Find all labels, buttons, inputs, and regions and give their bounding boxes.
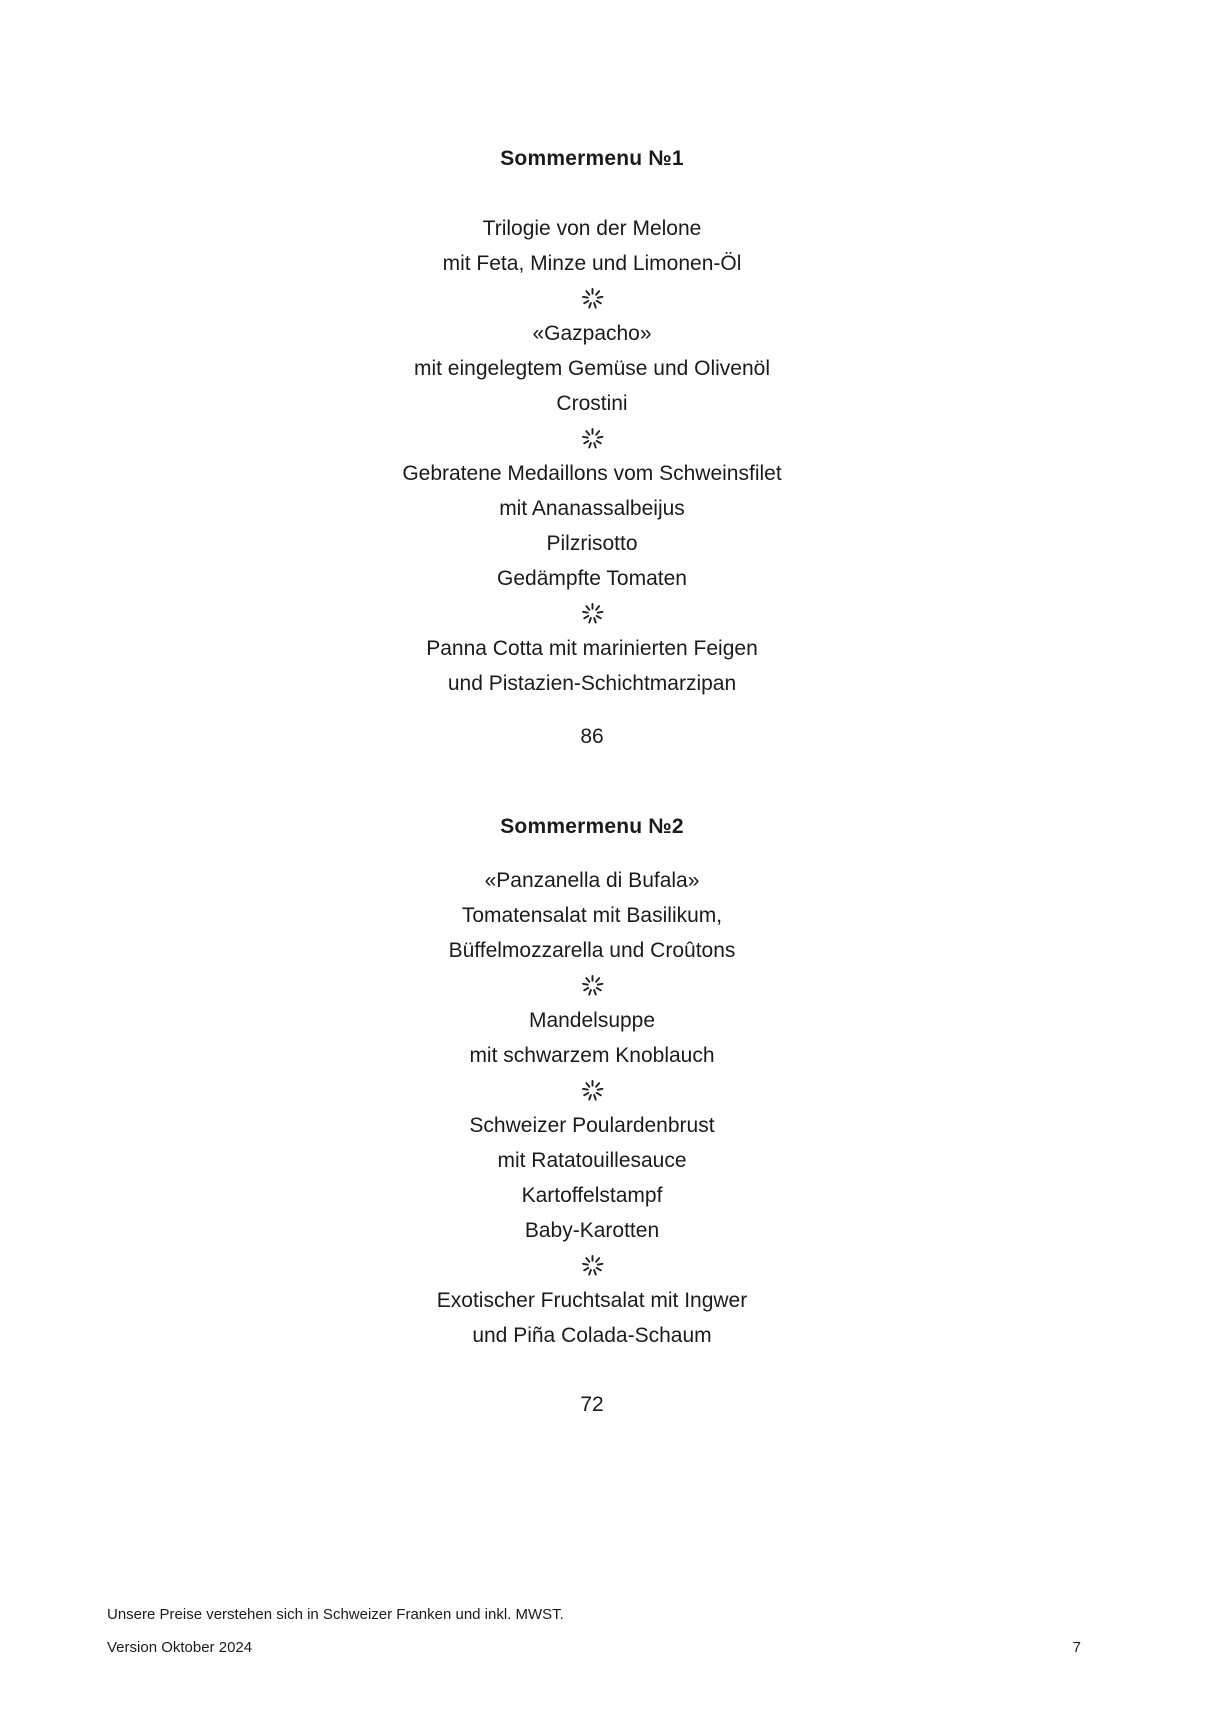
- spark-divider-icon: [581, 1079, 604, 1102]
- course-line: mit schwarzem Knoblauch: [469, 1044, 715, 1067]
- menu-price: 86: [580, 725, 604, 748]
- course-line: Crostini: [556, 392, 628, 415]
- course-main: [96, 456, 1088, 596]
- course-starter: [96, 863, 1088, 968]
- course-line: Schweizer Poulardenbrust: [469, 1114, 715, 1137]
- course-soup: [96, 316, 1088, 421]
- menu-title: Sommermenu №2: [500, 815, 684, 838]
- course-line: «Gazpacho»: [532, 322, 652, 345]
- course-line: Gebratene Medaillons vom Schweinsfilet: [402, 462, 782, 485]
- course-divider: [96, 1073, 1088, 1108]
- spark-divider-icon: [581, 974, 604, 997]
- course-divider: [96, 421, 1088, 456]
- course-line: mit Feta, Minze und Limonen-Öl: [442, 252, 742, 275]
- course-line: Trilogie von der Melone: [482, 217, 702, 240]
- menu-price: 72: [580, 1393, 604, 1416]
- course-divider: [96, 281, 1088, 316]
- spacer: [96, 176, 1088, 211]
- course-dessert: [96, 1283, 1088, 1353]
- menu-section-2: [96, 809, 1088, 1422]
- course-line: Exotischer Fruchtsalat mit Ingwer: [436, 1289, 748, 1312]
- course-line: mit Ratatouillesauce: [497, 1149, 687, 1172]
- course-divider: [96, 968, 1088, 1003]
- menu-title: Sommermenu №1: [500, 147, 684, 170]
- course-line: «Panzanella di Bufala»: [484, 869, 700, 892]
- footer-price-note: Unsere Preise verstehen sich in Schweizer Franken und inkl. MWST.: [107, 1606, 564, 1623]
- footer-version: Version Oktober 2024: [107, 1639, 253, 1656]
- course-starter: [96, 211, 1088, 281]
- course-line: Baby-Karotten: [524, 1219, 660, 1242]
- course-main: [96, 1108, 1088, 1248]
- course-line: und Piña Colada-Schaum: [472, 1324, 712, 1347]
- spark-divider-icon: [581, 602, 604, 625]
- course-line: Tomatensalat mit Basilikum,: [461, 904, 723, 927]
- page-number: 7: [1072, 1639, 1081, 1656]
- course-line: Kartoffelstampf: [521, 1184, 663, 1207]
- course-line: Mandelsuppe: [528, 1009, 656, 1032]
- menu-content: [96, 141, 1088, 1422]
- footer-notes: [107, 1598, 564, 1664]
- course-line: Pilzrisotto: [546, 532, 638, 555]
- menu-section-1: [96, 141, 1088, 754]
- spark-divider-icon: [581, 427, 604, 450]
- spacer: [96, 844, 1088, 863]
- course-line: mit Ananassalbeijus: [499, 497, 685, 520]
- page-footer: [107, 1598, 1081, 1664]
- course-divider: [96, 596, 1088, 631]
- course-line: und Pistazien-Schichtmarzipan: [447, 672, 737, 695]
- course-line: Büffelmozzarella und Croûtons: [448, 939, 736, 962]
- spacer: [96, 754, 1088, 809]
- spark-divider-icon: [581, 287, 604, 310]
- course-divider: [96, 1248, 1088, 1283]
- course-dessert: [96, 631, 1088, 701]
- course-line: mit eingelegtem Gemüse und Olivenöl: [413, 357, 770, 380]
- course-line: Panna Cotta mit marinierten Feigen: [426, 637, 758, 660]
- course-line: Gedämpfte Tomaten: [497, 567, 687, 590]
- course-soup: [96, 1003, 1088, 1073]
- spark-divider-icon: [581, 1254, 604, 1277]
